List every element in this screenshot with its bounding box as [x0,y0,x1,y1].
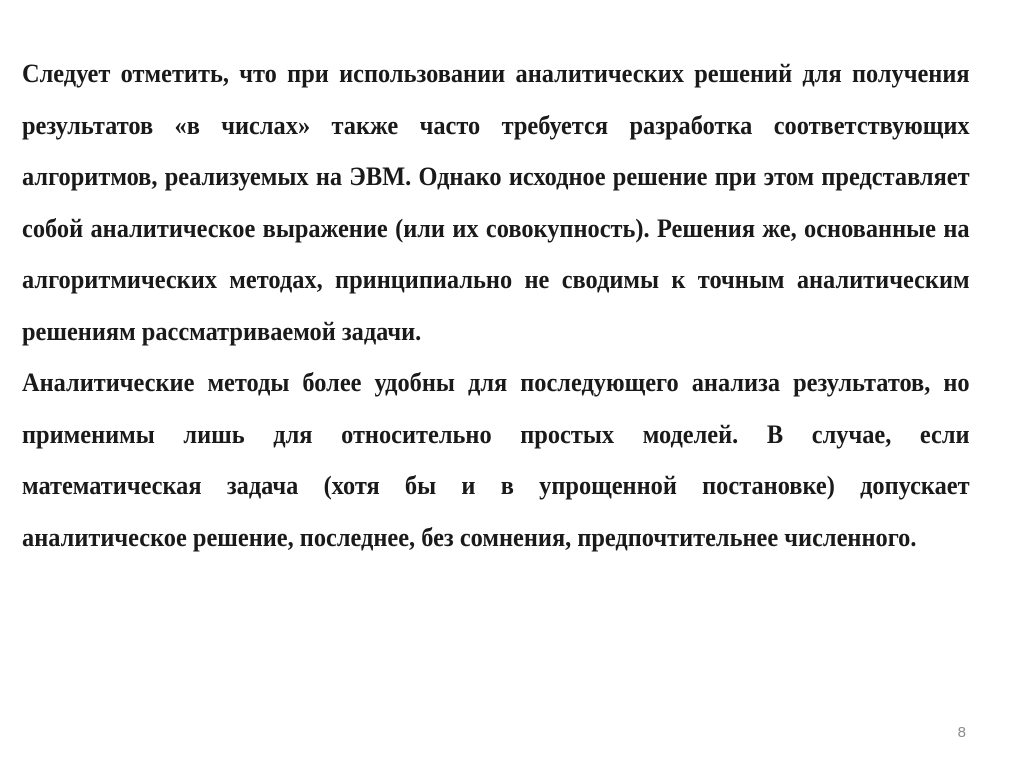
page-number: 8 [957,724,966,741]
paragraph-1: Следует отметить, что при использовании аналитических решений для получения результатов «в числах» также часто требуется разработка соответствующих алгоритмов, реализуемых на ЭВМ. Однако исходное решение при этом представляет собой аналитическое выражение (или их совокупность). Решения же, основанные на алгоритмических методах, принципиально не сводимы к точным аналитическим решениям рассматриваемой задачи. [22,58,970,346]
slide-body-text [22,48,970,563]
paragraph-2: Аналитические методы более удобны для последующего анализа результатов, но применимы лишь для относительно простых моделей. В случае, если математическая задача (хотя бы и в упрощенной постановке) допускает аналитическое решение, последнее, без сомнения, предпочтительнее численного. [22,367,970,552]
